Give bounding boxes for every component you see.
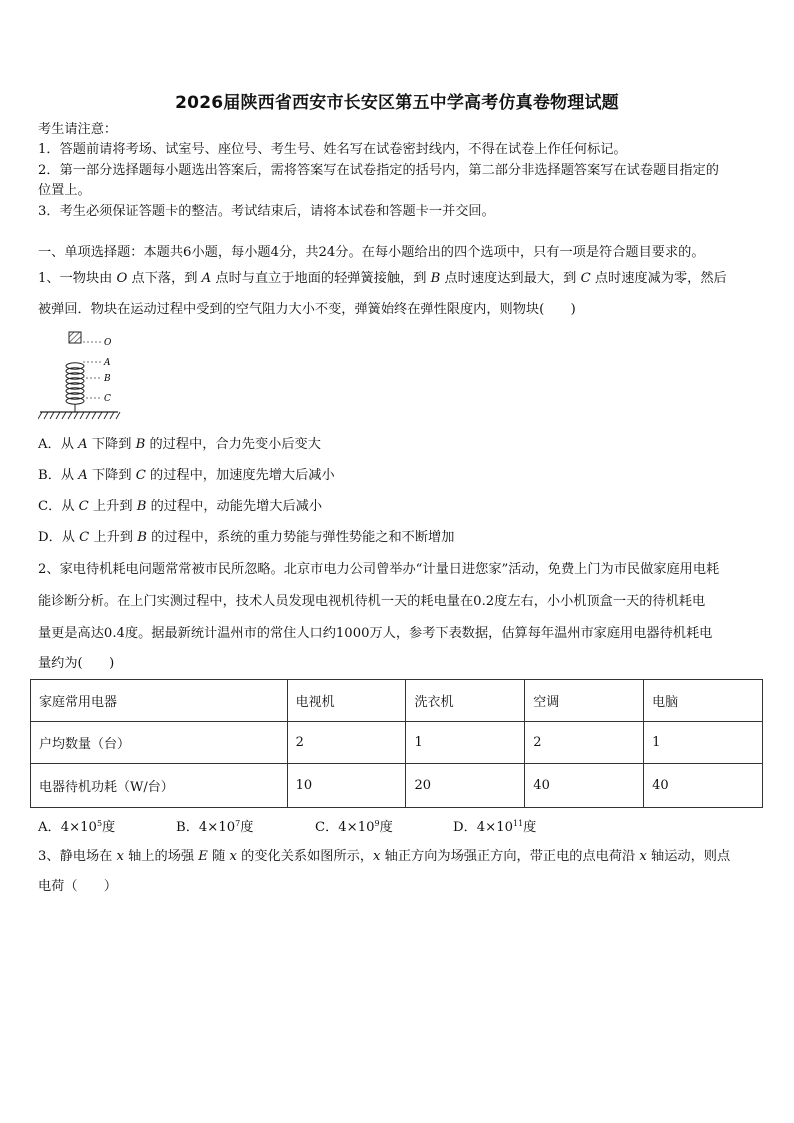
table-cell: 40 bbox=[644, 764, 763, 808]
q1-option-c: C．从 C 上升到 B 的过程中，动能先增大后减小 bbox=[38, 499, 323, 514]
notice-item-2-cont: 位置上。 bbox=[38, 183, 91, 198]
table-cell: 1 bbox=[644, 722, 763, 764]
q3-stem-line2: 电荷（ ） bbox=[38, 879, 118, 894]
notice-item-1: 1．答题前请将考场、试室号、座位号、考生号、姓名写在试卷密封线内，不得在试卷上作任何标记。 bbox=[38, 142, 627, 157]
table-header-row bbox=[31, 680, 763, 722]
spring-shape bbox=[66, 363, 84, 412]
q1-option-a: A．从 A 下降到 B 的过程中，合力先变小后变大 bbox=[38, 437, 321, 452]
spring-figure bbox=[38, 328, 128, 424]
exam-title: 2026届陕西省西安市长安区第五中学高考仿真卷物理试题 bbox=[175, 93, 619, 113]
q2-option-a: A．$4\times 10^5$度 bbox=[38, 819, 116, 835]
table-header-cell: 洗衣机 bbox=[406, 680, 525, 722]
label-o: O bbox=[104, 338, 112, 348]
table-cell: 1 bbox=[406, 722, 525, 764]
table-cell: 20 bbox=[406, 764, 525, 808]
spring-diagram bbox=[38, 328, 128, 424]
table-row bbox=[31, 764, 763, 808]
table-header-cell: 空调 bbox=[525, 680, 644, 722]
table-cell: 2 bbox=[287, 722, 406, 764]
label-a: A bbox=[104, 358, 111, 368]
appliance-table bbox=[30, 679, 763, 808]
table-cell: 电器待机功耗（W/台） bbox=[31, 764, 288, 808]
notice-item-3: 3．考生必须保证答题卡的整洁。考试结束后，请将本试卷和答题卡一并交回。 bbox=[38, 204, 495, 219]
q2-option-d: D．$4\times 10^{11}$度 bbox=[453, 819, 537, 835]
q2-stem-line3: 量更是高达0.4度。据最新统计温州市的常住人口约1000万人，参考下表数据，估算每年温州市家庭用电器待机耗电 bbox=[38, 626, 713, 641]
section-heading: 一、单项选择题：本题共6小题，每小题4分，共24分。在每小题给出的四个选项中，只有一项是符合题目要求的。 bbox=[38, 245, 705, 260]
q2-option-c: C．$4\times 10^9$度 bbox=[315, 819, 393, 835]
label-c: C bbox=[104, 394, 111, 404]
table-cell: 2 bbox=[525, 722, 644, 764]
q2-stem-line4: 量约为( ) bbox=[38, 656, 115, 671]
q2-stem-line2: 能诊断分析。在上门实测过程中，技术人员发现电视机待机一天的耗电量在0.2度左右，小小机顶盒一天的待机耗电 bbox=[38, 594, 706, 609]
q1-stem-line1: 1、一物块由 O 点下落，到 A 点时与直立于地面的轻弹簧接触，到 B 点时速度达到最大，到 C 点时速度减为零，然后 bbox=[38, 271, 727, 286]
table-cell: 户均数量（台） bbox=[31, 722, 288, 764]
table-header-cell: 家庭常用电器 bbox=[31, 680, 288, 722]
q2-stem-line1: 2、家电待机耗电问题常常被市民所忽略。北京市电力公司曾举办“计量日进您家”活动，免费上门为市民做家庭用电耗 bbox=[38, 562, 720, 577]
table-cell: 10 bbox=[287, 764, 406, 808]
table-row bbox=[31, 722, 763, 764]
label-b: B bbox=[104, 374, 111, 384]
notice-heading: 考生请注意： bbox=[38, 122, 118, 137]
table-header-cell: 电脑 bbox=[644, 680, 763, 722]
table-cell: 40 bbox=[525, 764, 644, 808]
table-header-cell: 电视机 bbox=[287, 680, 406, 722]
q1-stem-line2: 被弹回．物块在运动过程中受到的空气阻力大小不变，弹簧始终在弹性限度内，则物块( ) bbox=[38, 302, 576, 317]
q3-stem-line1: 3、静电场在 x 轴上的场强 E 随 x 的变化关系如图所示，x 轴正方向为场强正方向，带正电的点电荷沿 x 轴运动，则点 bbox=[38, 849, 731, 864]
notice-item-2: 2．第一部分选择题每小题选出答案后，需将答案写在试卷指定的括号内，第二部分非选择题答案写在试卷题目指定的 bbox=[38, 163, 719, 178]
q2-option-b: B．$4\times 10^7$度 bbox=[176, 819, 254, 835]
block-shape bbox=[69, 332, 81, 343]
q1-option-d: D．从 C 上升到 B 的过程中，系统的重力势能与弹性势能之和不断增加 bbox=[38, 530, 455, 545]
q1-option-b: B．从 A 下降到 C 的过程中，加速度先增大后减小 bbox=[38, 468, 335, 483]
